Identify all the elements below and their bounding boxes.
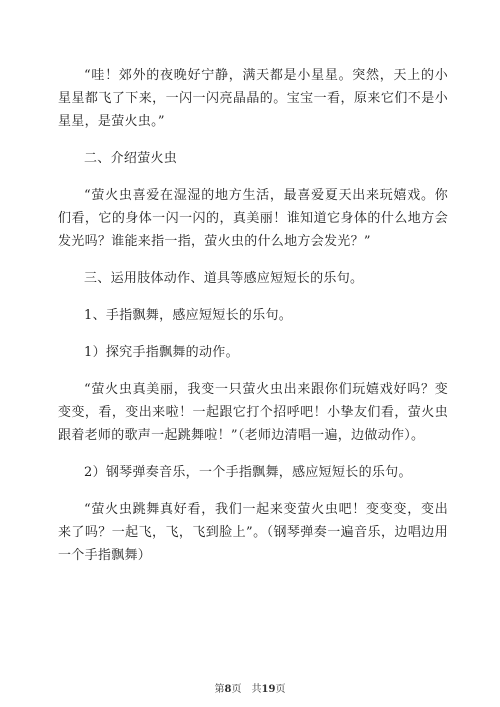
current-page-number: 8	[224, 684, 232, 695]
paragraph-intro-story: “哇！郊外的夜晚好宁静，满天都是小星星。突然，天上的小星星都飞了下来，一闪一闪亮晶晶的。宝宝一看，原来它们不是小星星，是萤火虫。”	[58, 68, 448, 129]
page-unit: 页	[231, 684, 242, 695]
total-page-count: 19	[261, 684, 276, 695]
paragraph-teacher-demo: “萤火虫真美丽，我变一只萤火虫出来跟你们玩嬉戏好吗？变变变，看，变出来啦！一起跟它打个招呼吧！小挚友们看，萤火虫跟着老师的歌声一起跳舞啦！”（老师边清唱一遍，边做动作）。	[58, 382, 448, 443]
paragraph-piano-activity: “萤火虫跳舞真好看，我们一起来变萤火虫吧！变变变，变出来了吗？一起飞，飞，飞到脸上”。（钢琴弹奏一遍音乐，边唱边用一个手指飘舞）	[58, 502, 448, 563]
section-heading-body-movement: 三、运用肢体动作、道具等感应短短长的乐句。	[84, 271, 364, 286]
paragraph-firefly-description: “萤火虫喜爱在湿湿的地方生活，最喜爱夏天出来玩嬉戏。你们看，它的身体一闪一闪的，真美丽！谁知道它身体的什么地方会发光吗？谁能来指一指，萤火虫的什么地方会发光？”	[58, 188, 448, 249]
page-footer	[0, 683, 500, 697]
section-heading-introduce-firefly: 二、介绍萤火虫	[84, 151, 178, 166]
document-body	[58, 64, 448, 567]
subsection-finger-dance: 1、手指飘舞，感应短短长的乐句。	[84, 308, 293, 323]
total-unit: 页	[275, 684, 286, 695]
total-prefix: 共	[251, 684, 262, 695]
step-explore-finger-dance: 1）探究手指飘舞的动作。	[84, 345, 239, 360]
page-prefix: 第	[214, 684, 225, 695]
step-piano-accompaniment: 2）钢琴弹奏音乐，一个手指飘舞，感应短短长的乐句。	[84, 465, 412, 480]
